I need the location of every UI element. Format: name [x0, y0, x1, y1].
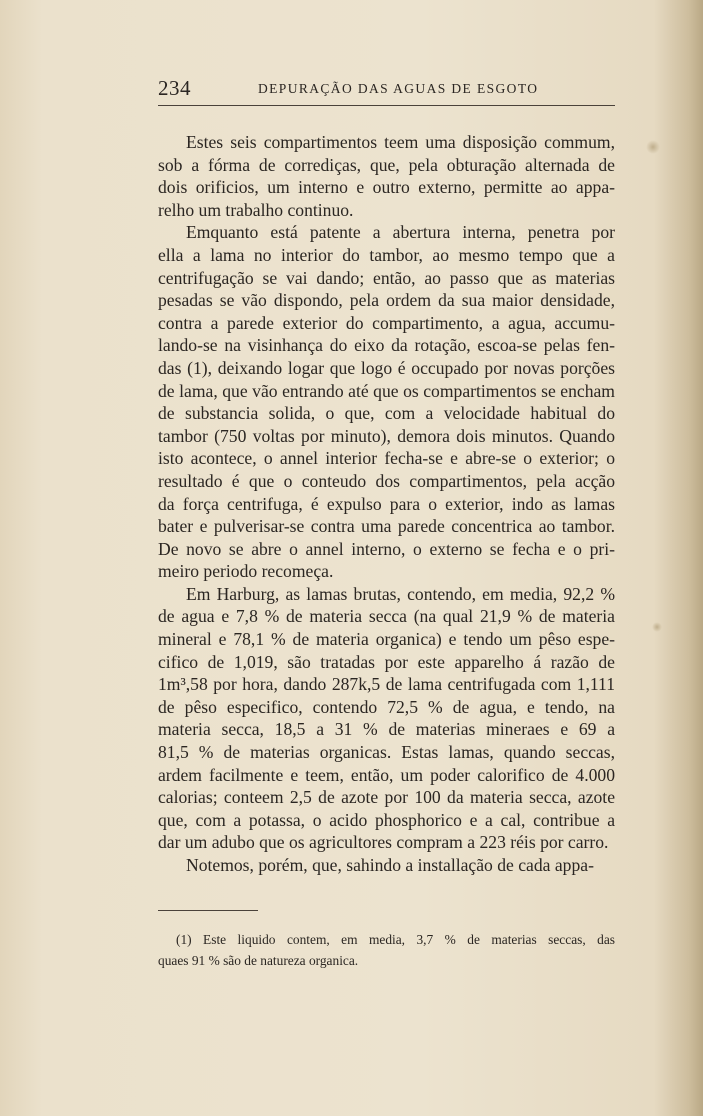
- text-line: Emquanto está patente a abertura interna, penetra por: [186, 222, 615, 243]
- body-text: [158, 131, 615, 877]
- text-line: dar um adubo que os agricultores compram a 223 réis por carro.: [158, 832, 609, 853]
- text-line: isto acontece, o annel interior fecha-se e abre-se o exterior; o: [158, 448, 615, 469]
- text-line: sob a fórma de corrediças, que, pela obturação alternada de: [158, 154, 615, 175]
- text-line: 1m³,58 por hora, dando 287k,5 de lama centrifugada com 1,111: [158, 674, 615, 695]
- page-number: 234: [158, 76, 191, 100]
- text-line: ella a lama no interior do tambor, ao mesmo tempo que a: [158, 244, 615, 265]
- text-line: dois orificios, um interno e outro externo, permitte ao appa-: [158, 177, 615, 198]
- text-line: de pêso especifico, contendo 72,5 % de agua, e tendo, na: [158, 696, 615, 717]
- header-rule: [158, 105, 615, 106]
- text-line: materia secca, 18,5 a 31 % de materias mineraes e 69 a: [158, 719, 615, 740]
- text-line: centrifugação se vai dando; então, ao passo que as materias: [158, 267, 615, 288]
- text-line: relho um trabalho continuo.: [158, 199, 354, 220]
- text-line: contra a parede exterior do compartimento, a agua, accumu-: [158, 312, 615, 333]
- text-line: Em Harburg, as lamas brutas, contendo, em media, 92,2 %: [186, 583, 615, 604]
- paragraph: [158, 854, 615, 877]
- text-line: de agua e 7,8 % de materia secca (na qual 21,9 % de materia: [158, 606, 615, 627]
- text-line: de lama, que vão entrando até que os compartimentos se encham: [158, 380, 615, 401]
- text-line: mineral e 78,1 % de materia organica) e tendo um pêso espe-: [158, 629, 615, 650]
- footnote-line: (1) Este liquido contem, em media, 3,7 % de materias seccas, das: [176, 932, 615, 947]
- paper-stain: [646, 140, 660, 154]
- text-line: resultado é que o conteudo dos compartimentos, pela acção: [158, 470, 615, 491]
- text-line: meiro periodo recomeça.: [158, 561, 334, 582]
- footnote-rule: [158, 910, 258, 911]
- text-line: que, com a potassa, o acido phosphorico e a cal, contribue a: [158, 809, 615, 830]
- paragraph: [158, 583, 615, 854]
- text-line: tambor (750 voltas por minuto), demora dois minutos. Quando: [158, 425, 615, 446]
- text-line: lando-se na visinhança do eixo da rotação, escoa-se pelas fen-: [158, 335, 615, 356]
- text-line: da força centrifuga, é expulso para o exterior, indo as lamas: [158, 493, 615, 514]
- paragraph: [158, 221, 615, 583]
- footnote-line: quaes 91 % são de natureza organica.: [158, 953, 359, 968]
- text-line: ardem facilmente e teem, então, um poder calorifico de 4.000: [158, 764, 615, 785]
- text-line: calorias; conteem 2,5 de azote por 100 da materia secca, azote: [158, 787, 615, 808]
- text-line: pesadas se vão dispondo, pela ordem da sua maior densidade,: [158, 290, 615, 311]
- paragraph: [158, 131, 615, 221]
- text-line: bater e pulverisar-se contra uma parede concentrica ao tambor.: [158, 516, 615, 537]
- text-line: das (1), deixando logar que logo é occupado por novas porções: [158, 357, 615, 378]
- text-line: cifico de 1,019, são tratadas por este apparelho á razão de: [158, 651, 615, 672]
- text-line: Notemos, porém, que, sahindo a installação de cada appa-: [186, 855, 594, 875]
- footnote: [158, 929, 615, 971]
- text-line: 81,5 % de materias organicas. Estas lamas, quando seccas,: [158, 742, 615, 763]
- text-line: Estes seis compartimentos teem uma disposição commum,: [186, 132, 615, 152]
- text-line: De novo se abre o annel interno, o externo se fecha e o pri-: [158, 538, 615, 559]
- page-header: [158, 76, 614, 100]
- text-line: de substancia solida, o que, com a velocidade habitual do: [158, 403, 615, 424]
- paper-stain: [652, 622, 662, 632]
- running-title: DEPURAÇÃO DAS AGUAS DE ESGOTO: [258, 81, 539, 96]
